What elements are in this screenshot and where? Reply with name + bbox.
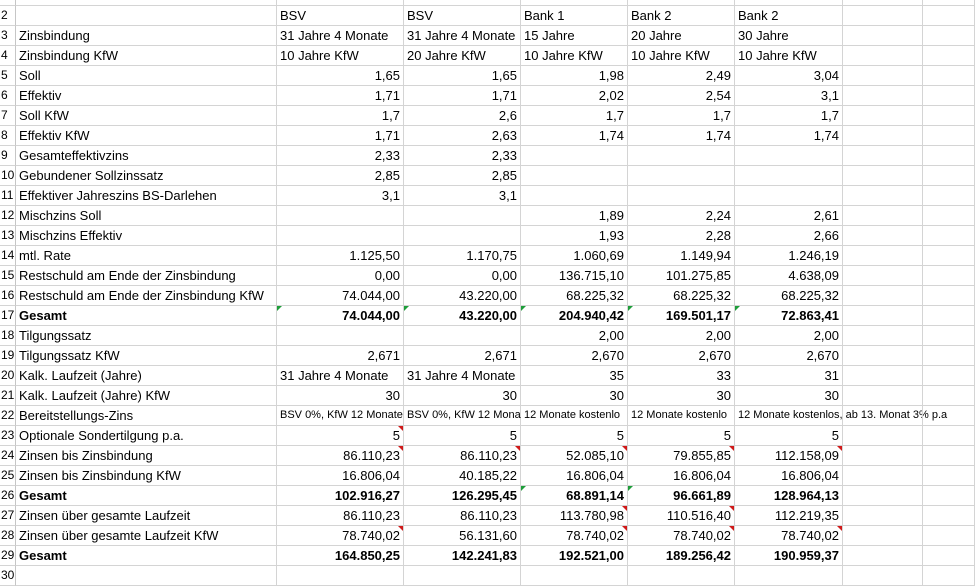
row-header[interactable]: 29 [0, 546, 16, 566]
value-cell[interactable]: 1,7 [735, 106, 843, 126]
empty-cell[interactable] [277, 566, 404, 586]
value-cell[interactable]: 1.060,69 [521, 246, 628, 266]
row-header[interactable]: 18 [0, 326, 16, 346]
column-header-cell[interactable]: Bank 2 [628, 6, 735, 26]
empty-cell[interactable] [923, 46, 975, 66]
value-cell[interactable]: 190.959,37 [735, 546, 843, 566]
value-cell[interactable] [628, 166, 735, 186]
row-header[interactable]: 20 [0, 366, 16, 386]
value-cell[interactable]: 1,74 [628, 126, 735, 146]
value-cell[interactable]: 20 Jahre [628, 26, 735, 46]
value-cell[interactable]: 43.220,00 [404, 306, 521, 326]
empty-cell[interactable] [843, 386, 923, 406]
value-cell[interactable]: 68.891,14 [521, 486, 628, 506]
value-cell[interactable]: 2,63 [404, 126, 521, 146]
row-label-cell[interactable]: Mischzins Effektiv [16, 226, 277, 246]
row-label-cell[interactable]: Zinsen über gesamte Laufzeit KfW [16, 526, 277, 546]
empty-cell[interactable] [923, 306, 975, 326]
value-cell[interactable]: 5 [521, 426, 628, 446]
value-cell[interactable] [404, 206, 521, 226]
row-label-cell[interactable]: Effektiver Jahreszins BS-Darlehen [16, 186, 277, 206]
empty-cell[interactable] [923, 346, 975, 366]
value-cell[interactable]: 1,7 [521, 106, 628, 126]
value-cell[interactable]: 31 Jahre 4 Monate [277, 366, 404, 386]
empty-cell[interactable] [843, 206, 923, 226]
value-cell[interactable]: 1,74 [735, 126, 843, 146]
row-label-cell[interactable]: Zinsbindung KfW [16, 46, 277, 66]
value-cell[interactable]: 78.740,02 [628, 526, 735, 546]
row-header[interactable]: 5 [0, 66, 16, 86]
value-cell[interactable]: 3,04 [735, 66, 843, 86]
empty-cell[interactable] [843, 166, 923, 186]
value-cell[interactable]: 30 [277, 386, 404, 406]
value-cell[interactable] [277, 226, 404, 246]
value-cell[interactable]: 2,6 [404, 106, 521, 126]
empty-cell[interactable] [923, 466, 975, 486]
row-label-cell[interactable]: Gebundener Sollzinssatz [16, 166, 277, 186]
value-cell[interactable]: 78.740,02 [735, 526, 843, 546]
empty-cell[interactable] [843, 366, 923, 386]
value-cell[interactable]: 5 [277, 426, 404, 446]
row-label-cell[interactable]: mtl. Rate [16, 246, 277, 266]
value-cell[interactable]: 52.085,10 [521, 446, 628, 466]
empty-cell[interactable] [843, 126, 923, 146]
empty-cell[interactable] [843, 6, 923, 26]
value-cell[interactable]: 86.110,23 [404, 506, 521, 526]
empty-cell[interactable] [923, 166, 975, 186]
empty-cell[interactable] [923, 186, 975, 206]
row-label-cell[interactable]: Restschuld am Ende der Zinsbindung KfW [16, 286, 277, 306]
row-header[interactable]: 10 [0, 166, 16, 186]
value-cell[interactable]: 101.275,85 [628, 266, 735, 286]
empty-cell[interactable] [843, 426, 923, 446]
value-cell[interactable]: 74.044,00 [277, 306, 404, 326]
row-label-cell[interactable]: Soll KfW [16, 106, 277, 126]
row-header[interactable]: 3 [0, 26, 16, 46]
value-cell[interactable]: 68.225,32 [735, 286, 843, 306]
row-label-cell[interactable]: Zinsen über gesamte Laufzeit [16, 506, 277, 526]
empty-cell[interactable] [843, 186, 923, 206]
value-cell[interactable]: 1,93 [521, 226, 628, 246]
value-cell[interactable] [628, 146, 735, 166]
value-cell[interactable] [277, 206, 404, 226]
row-label-cell[interactable] [16, 6, 277, 26]
row-header[interactable]: 28 [0, 526, 16, 546]
value-cell[interactable]: 126.295,45 [404, 486, 521, 506]
value-cell[interactable]: 110.516,40 [628, 506, 735, 526]
row-header[interactable]: 6 [0, 86, 16, 106]
empty-cell[interactable] [843, 26, 923, 46]
empty-cell[interactable] [404, 566, 521, 586]
empty-cell[interactable] [16, 566, 277, 586]
row-header[interactable]: 12 [0, 206, 16, 226]
row-label-cell[interactable]: Zinsbindung [16, 26, 277, 46]
row-header[interactable]: 2 [0, 6, 16, 26]
column-header-cell[interactable]: Bank 2 [735, 6, 843, 26]
value-cell[interactable]: BSV 0%, KfW 12 Mona [404, 406, 521, 426]
empty-cell[interactable] [843, 446, 923, 466]
empty-cell[interactable] [923, 506, 975, 526]
value-cell[interactable]: 35 [521, 366, 628, 386]
value-cell[interactable]: 1,65 [404, 66, 521, 86]
empty-cell[interactable] [923, 206, 975, 226]
value-cell[interactable]: 1,71 [404, 86, 521, 106]
value-cell[interactable]: 20 Jahre KfW [404, 46, 521, 66]
value-cell[interactable]: 192.521,00 [521, 546, 628, 566]
value-cell[interactable]: 2,85 [277, 166, 404, 186]
value-cell[interactable] [521, 186, 628, 206]
value-cell[interactable]: 4.638,09 [735, 266, 843, 286]
empty-cell[interactable] [843, 306, 923, 326]
value-cell[interactable]: 31 Jahre 4 Monate [277, 26, 404, 46]
value-cell[interactable] [735, 166, 843, 186]
row-header[interactable]: 4 [0, 46, 16, 66]
value-cell[interactable]: 68.225,32 [521, 286, 628, 306]
value-cell[interactable]: 31 Jahre 4 Monate [404, 366, 521, 386]
empty-cell[interactable] [923, 566, 975, 586]
row-label-cell[interactable]: Kalk. Laufzeit (Jahre) KfW [16, 386, 277, 406]
empty-cell[interactable] [843, 246, 923, 266]
value-cell[interactable]: 0,00 [277, 266, 404, 286]
empty-cell[interactable] [923, 6, 975, 26]
value-cell[interactable]: 30 [735, 386, 843, 406]
row-label-cell[interactable]: Optionale Sondertilgung p.a. [16, 426, 277, 446]
value-cell[interactable]: 3,1 [735, 86, 843, 106]
empty-cell[interactable] [843, 546, 923, 566]
empty-cell[interactable] [923, 486, 975, 506]
empty-cell[interactable] [843, 146, 923, 166]
value-cell[interactable]: 43.220,00 [404, 286, 521, 306]
empty-cell[interactable] [843, 86, 923, 106]
value-cell[interactable]: 2,670 [521, 346, 628, 366]
value-cell[interactable]: 128.964,13 [735, 486, 843, 506]
row-label-cell[interactable]: Gesamteffektivzins [16, 146, 277, 166]
value-cell[interactable]: 10 Jahre KfW [735, 46, 843, 66]
value-cell[interactable]: 12 Monate kostenlo [628, 406, 735, 426]
empty-cell[interactable] [843, 66, 923, 86]
empty-cell[interactable] [923, 146, 975, 166]
value-cell[interactable]: 86.110,23 [277, 446, 404, 466]
empty-cell[interactable] [923, 286, 975, 306]
row-label-cell[interactable]: Tilgungssatz [16, 326, 277, 346]
empty-cell[interactable] [923, 266, 975, 286]
value-cell[interactable]: 78.740,02 [521, 526, 628, 546]
value-cell[interactable]: 113.780,98 [521, 506, 628, 526]
row-header[interactable]: 15 [0, 266, 16, 286]
value-cell[interactable]: 169.501,17 [628, 306, 735, 326]
value-cell[interactable]: 1,89 [521, 206, 628, 226]
empty-cell[interactable] [923, 126, 975, 146]
value-cell[interactable]: 1,7 [277, 106, 404, 126]
empty-cell[interactable] [843, 566, 923, 586]
value-cell[interactable]: 3,1 [404, 186, 521, 206]
value-cell[interactable]: 2,85 [404, 166, 521, 186]
row-header[interactable]: 7 [0, 106, 16, 126]
value-cell[interactable]: 2,61 [735, 206, 843, 226]
value-cell[interactable]: 40.185,22 [404, 466, 521, 486]
value-cell[interactable]: 10 Jahre KfW [277, 46, 404, 66]
value-cell[interactable]: 30 [404, 386, 521, 406]
value-cell[interactable]: 31 [735, 366, 843, 386]
value-cell[interactable] [404, 226, 521, 246]
row-header[interactable]: 16 [0, 286, 16, 306]
row-header[interactable]: 30 [0, 566, 16, 586]
value-cell[interactable]: 30 Jahre [735, 26, 843, 46]
value-cell[interactable]: BSV 0%, KfW 12 Monate [277, 406, 404, 426]
empty-cell[interactable] [628, 566, 735, 586]
value-cell[interactable] [735, 146, 843, 166]
empty-cell[interactable] [843, 226, 923, 246]
value-cell[interactable]: 2,49 [628, 66, 735, 86]
value-cell[interactable]: 2,671 [404, 346, 521, 366]
empty-cell[interactable] [923, 386, 975, 406]
empty-cell[interactable] [923, 546, 975, 566]
row-label-cell[interactable]: Tilgungssatz KfW [16, 346, 277, 366]
empty-cell[interactable] [843, 466, 923, 486]
row-header[interactable]: 27 [0, 506, 16, 526]
value-cell[interactable]: 1,71 [277, 126, 404, 146]
empty-cell[interactable] [843, 326, 923, 346]
empty-cell[interactable] [843, 486, 923, 506]
value-cell[interactable]: 136.715,10 [521, 266, 628, 286]
value-cell[interactable]: 112.219,35 [735, 506, 843, 526]
empty-cell[interactable] [843, 46, 923, 66]
value-cell[interactable]: 2,00 [521, 326, 628, 346]
value-cell[interactable]: 1.170,75 [404, 246, 521, 266]
value-cell[interactable]: 86.110,23 [404, 446, 521, 466]
empty-cell[interactable] [843, 506, 923, 526]
row-label-cell[interactable]: Mischzins Soll [16, 206, 277, 226]
value-cell[interactable]: 2,671 [277, 346, 404, 366]
row-header[interactable]: 25 [0, 466, 16, 486]
row-header[interactable]: 9 [0, 146, 16, 166]
empty-cell[interactable] [843, 526, 923, 546]
row-label-cell[interactable]: Restschuld am Ende der Zinsbindung [16, 266, 277, 286]
value-cell[interactable]: 2,02 [521, 86, 628, 106]
value-cell[interactable]: 3,1 [277, 186, 404, 206]
row-label-cell[interactable]: Bereitstellungs-Zins [16, 406, 277, 426]
value-cell[interactable] [628, 186, 735, 206]
column-header-cell[interactable]: BSV [404, 6, 521, 26]
empty-cell[interactable] [735, 566, 843, 586]
row-label-cell[interactable]: Zinsen bis Zinsbindung [16, 446, 277, 466]
row-header[interactable]: 11 [0, 186, 16, 206]
value-cell[interactable]: 0,00 [404, 266, 521, 286]
value-cell[interactable]: 1,65 [277, 66, 404, 86]
empty-cell[interactable] [923, 406, 975, 426]
row-header[interactable]: 22 [0, 406, 16, 426]
row-label-cell[interactable]: Effektiv [16, 86, 277, 106]
value-cell[interactable]: 74.044,00 [277, 286, 404, 306]
value-cell[interactable]: 204.940,42 [521, 306, 628, 326]
value-cell[interactable] [521, 146, 628, 166]
column-header-cell[interactable]: Bank 1 [521, 6, 628, 26]
value-cell[interactable]: 102.916,27 [277, 486, 404, 506]
row-label-cell[interactable]: Gesamt [16, 306, 277, 326]
value-cell[interactable]: 96.661,89 [628, 486, 735, 506]
row-header[interactable]: 24 [0, 446, 16, 466]
value-cell[interactable]: 72.863,41 [735, 306, 843, 326]
value-cell[interactable]: 68.225,32 [628, 286, 735, 306]
value-cell[interactable] [404, 326, 521, 346]
value-cell[interactable]: 16.806,04 [628, 466, 735, 486]
empty-cell[interactable] [843, 106, 923, 126]
value-cell[interactable]: 5 [735, 426, 843, 446]
value-cell[interactable]: 30 [628, 386, 735, 406]
value-cell[interactable]: 10 Jahre KfW [521, 46, 628, 66]
empty-cell[interactable] [923, 326, 975, 346]
value-cell[interactable]: 16.806,04 [277, 466, 404, 486]
column-header-cell[interactable]: BSV [277, 6, 404, 26]
row-label-cell[interactable]: Kalk. Laufzeit (Jahre) [16, 366, 277, 386]
row-label-cell[interactable]: Gesamt [16, 486, 277, 506]
value-cell[interactable]: 2,33 [277, 146, 404, 166]
row-header[interactable]: 14 [0, 246, 16, 266]
value-cell[interactable] [521, 166, 628, 186]
row-label-cell[interactable]: Effektiv KfW [16, 126, 277, 146]
value-cell[interactable]: 78.740,02 [277, 526, 404, 546]
value-cell[interactable]: 2,54 [628, 86, 735, 106]
empty-cell[interactable] [923, 106, 975, 126]
empty-cell[interactable] [521, 566, 628, 586]
empty-cell[interactable] [923, 446, 975, 466]
row-label-cell[interactable]: Gesamt [16, 546, 277, 566]
value-cell[interactable]: 30 [521, 386, 628, 406]
row-header[interactable]: 19 [0, 346, 16, 366]
value-cell[interactable] [277, 326, 404, 346]
value-cell[interactable]: 33 [628, 366, 735, 386]
value-cell[interactable]: 5 [628, 426, 735, 446]
value-cell[interactable]: 189.256,42 [628, 546, 735, 566]
value-cell[interactable]: 15 Jahre [521, 26, 628, 46]
value-cell[interactable]: 2,28 [628, 226, 735, 246]
empty-cell[interactable] [843, 346, 923, 366]
row-header[interactable]: 21 [0, 386, 16, 406]
value-cell[interactable]: 2,670 [735, 346, 843, 366]
value-cell[interactable]: 10 Jahre KfW [628, 46, 735, 66]
empty-cell[interactable] [923, 226, 975, 246]
value-cell[interactable]: 1,7 [628, 106, 735, 126]
value-cell[interactable]: 5 [404, 426, 521, 446]
row-header[interactable]: 26 [0, 486, 16, 506]
empty-cell[interactable] [843, 266, 923, 286]
value-cell[interactable]: 1,71 [277, 86, 404, 106]
row-header[interactable]: 13 [0, 226, 16, 246]
value-cell[interactable] [735, 186, 843, 206]
value-cell[interactable]: 16.806,04 [521, 466, 628, 486]
value-cell[interactable]: 16.806,04 [735, 466, 843, 486]
value-cell[interactable]: 1.246,19 [735, 246, 843, 266]
row-header[interactable]: 8 [0, 126, 16, 146]
empty-cell[interactable] [843, 406, 923, 426]
empty-cell[interactable] [923, 526, 975, 546]
empty-cell[interactable] [923, 86, 975, 106]
row-header[interactable]: 23 [0, 426, 16, 446]
value-cell[interactable]: 12 Monate kostenlo [521, 406, 628, 426]
value-cell[interactable]: 79.855,85 [628, 446, 735, 466]
value-cell[interactable]: 142.241,83 [404, 546, 521, 566]
empty-cell[interactable] [843, 286, 923, 306]
value-cell[interactable]: 2,00 [628, 326, 735, 346]
row-header[interactable]: 17 [0, 306, 16, 326]
value-cell[interactable]: 56.131,60 [404, 526, 521, 546]
value-cell[interactable]: 86.110,23 [277, 506, 404, 526]
value-cell[interactable]: 2,670 [628, 346, 735, 366]
empty-cell[interactable] [923, 366, 975, 386]
value-cell[interactable]: 1.149,94 [628, 246, 735, 266]
value-cell[interactable]: 2,66 [735, 226, 843, 246]
empty-cell[interactable] [923, 26, 975, 46]
value-cell[interactable]: 2,33 [404, 146, 521, 166]
value-cell[interactable]: 2,00 [735, 326, 843, 346]
value-cell[interactable]: 1,74 [521, 126, 628, 146]
value-cell[interactable]: 31 Jahre 4 Monate [404, 26, 521, 46]
value-cell[interactable]: 112.158,09 [735, 446, 843, 466]
row-label-cell[interactable]: Zinsen bis Zinsbindung KfW [16, 466, 277, 486]
value-cell[interactable]: 164.850,25 [277, 546, 404, 566]
empty-cell[interactable] [923, 246, 975, 266]
empty-cell[interactable] [923, 426, 975, 446]
value-cell[interactable]: 12 Monate kostenlos, ab 13. Monat 3% p.a [735, 406, 843, 426]
empty-cell[interactable] [923, 66, 975, 86]
row-label-cell[interactable]: Soll [16, 66, 277, 86]
value-cell[interactable]: 1.125,50 [277, 246, 404, 266]
value-cell[interactable]: 1,98 [521, 66, 628, 86]
value-cell[interactable]: 2,24 [628, 206, 735, 226]
